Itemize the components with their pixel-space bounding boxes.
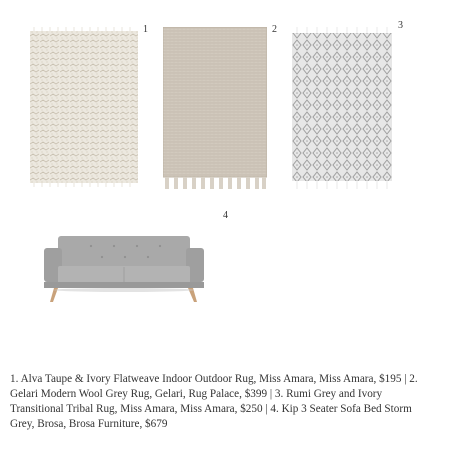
rug-3-graphic <box>292 27 392 190</box>
rug-2-image[interactable] <box>163 27 267 190</box>
product-caption: 1. Alva Taupe & Ivory Flatweave Indoor Outdoor Rug, Miss Amara, Miss Amara, $195 | 2. Gelari Modern Wool Grey Rug, Gelari, Rug Palace, $399 | 3. Rumi Grey and Ivory Transitional Tribal Rug, Miss Amara, Miss Amara, $250 | 4. Kip 3 Seater Sofa Bed Storm Grey, Brosa, Brosa Furniture, $679 <box>10 373 418 430</box>
item-number-3: 3 <box>398 20 403 31</box>
rug-1-graphic <box>30 27 138 187</box>
rug-2-graphic <box>163 27 267 190</box>
item-number-4: 4 <box>223 210 228 221</box>
sofa-graphic <box>38 230 210 305</box>
item-number-1: 1 <box>143 24 148 35</box>
rug-3-image[interactable] <box>292 27 392 190</box>
rug-1-image[interactable] <box>30 27 138 187</box>
sofa-image[interactable] <box>38 230 210 305</box>
item-number-2: 2 <box>272 24 277 35</box>
